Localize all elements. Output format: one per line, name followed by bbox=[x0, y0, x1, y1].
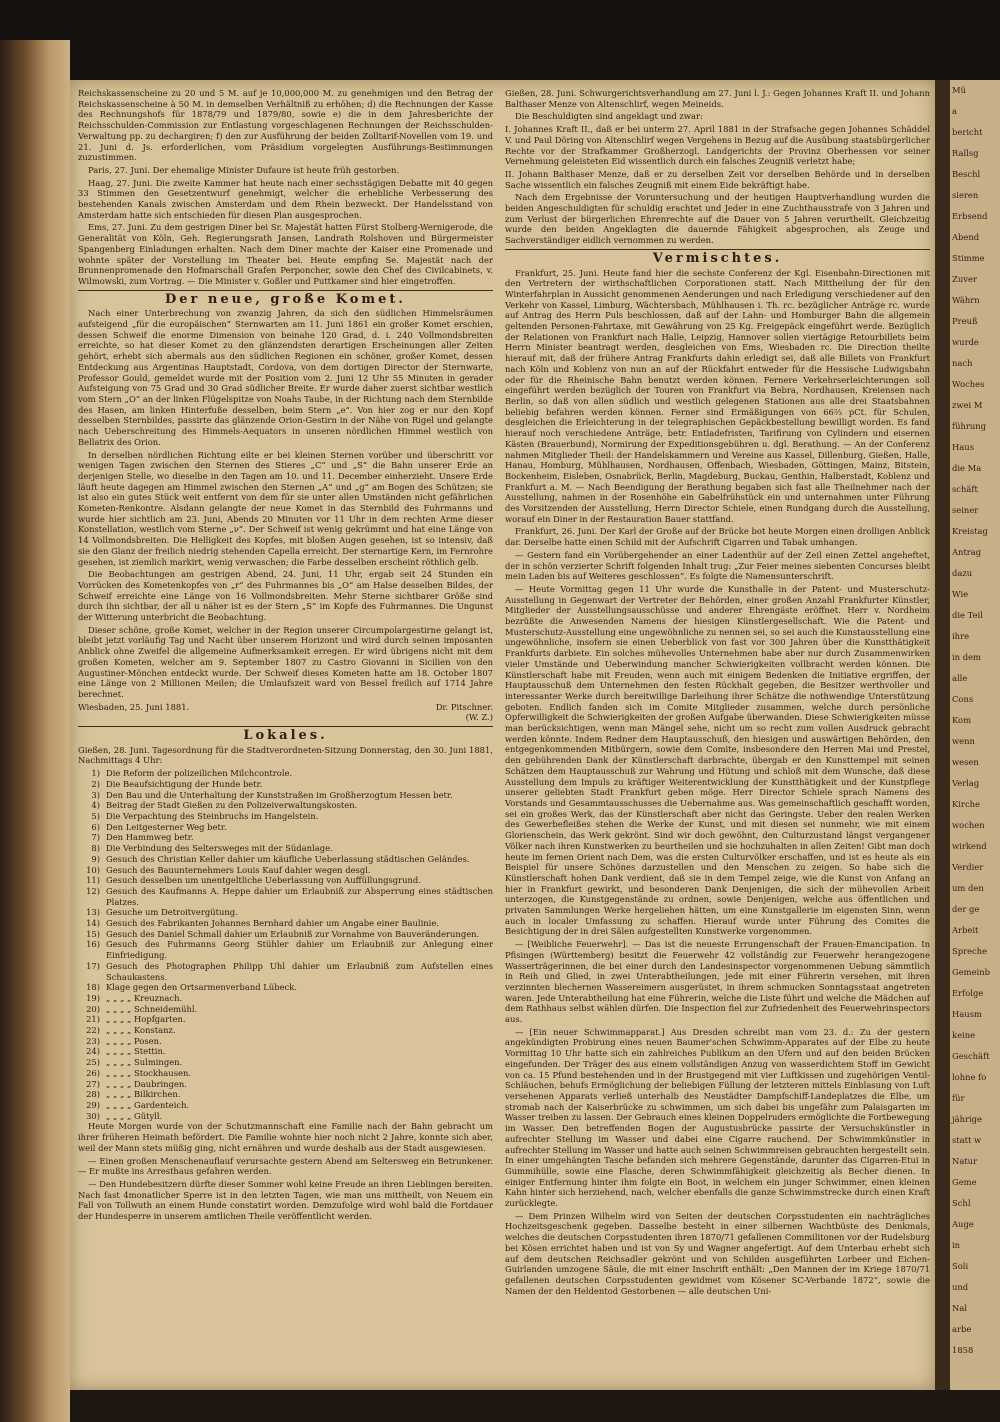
fragment-line: wesen bbox=[952, 757, 979, 767]
fragment-line: Spreche bbox=[952, 946, 988, 956]
agenda-text: Den Bau und die Unterhaltung der Kunststraßen im Großherzogtum Hessen betr. bbox=[106, 789, 453, 800]
trial-verdict: Nach dem Ergebnisse der Voruntersuchung und der heutigen Hauptverhandlung wurden die beiden Angeschuldigten für schuldig erachtet und Jeder in eine Zuchthausstrafe von 3 Jahren und zum Verlust der bürgerlichen Ehrenrechte auf die Dauer von 5 Jahren verurtheilt. Gleichzeitig wurde den beiden Angeklagten die dauernde Fähigkeit abgesprochen, als Zeuge und Sachverständiger eidlich vernommen zu werden. bbox=[505, 192, 930, 246]
fragment-line: wochen bbox=[952, 820, 985, 830]
agenda-text: „ „ „ „ Gardenteich. bbox=[106, 1099, 190, 1110]
news-paragraph: Haag, 27. Juni. Die zweite Kammer hat heute nach einer sechsstägigen Debatte mit 40 gegen 33 Stimmen den Gesetzentwurf genehmigt, welcher die erhebliche Verbesserung des bestehenden Kanals zwischen Amsterdam und dem Rhein bezweckt. Der Handelsstand von Amsterdam hatte sich entschieden für diesen Plan ausgesprochen. bbox=[78, 177, 493, 220]
agenda-item bbox=[78, 1089, 493, 1100]
news-paragraph: Paris, 27. Juni. Der ehemalige Minister Dufaure ist heute früh gestorben. bbox=[88, 164, 400, 175]
fragment-line: Nal bbox=[952, 1303, 967, 1313]
fragment-line: Kreistag bbox=[952, 526, 988, 536]
fragment-line: ihre bbox=[952, 631, 970, 641]
agenda-item bbox=[78, 1100, 493, 1111]
fragment-line: 1858 bbox=[952, 1345, 974, 1355]
comet-signature bbox=[78, 702, 493, 713]
fragment-line: wenn bbox=[952, 736, 975, 746]
scan-background-top bbox=[0, 0, 1000, 80]
agenda-item bbox=[78, 939, 493, 960]
agenda-number: 27) bbox=[86, 1078, 100, 1089]
fragment-line: Geme bbox=[952, 1177, 977, 1187]
trial-accusation-intro: Die Beschuldigten sind angeklagt und zwar: bbox=[515, 111, 703, 122]
agenda-text: Gesuch des Daniel Schmall dahier um Erlaubniß zur Vornahme von Bauveränderungen. bbox=[106, 928, 480, 939]
agenda-item bbox=[78, 790, 493, 801]
fragment-line: führung bbox=[952, 421, 987, 431]
agenda-item bbox=[78, 768, 493, 779]
agenda-number: 24) bbox=[86, 1046, 100, 1057]
fragment-line: lohne fo bbox=[952, 1072, 987, 1082]
agenda-item bbox=[78, 993, 493, 1004]
agenda-number: 9) bbox=[91, 853, 100, 864]
vermischtes-paragraph: — Heute Vormittag gegen 11 Uhr wurde die Kunsthalle in der Patent- und Musterschutz-Ausstellung in Gegenwart der Vertreter der Behörden, einer großen Anzahl Frankfurter Künstler, Mitglieder der Ausstellungsausschüsse und anderer Ehrengäste eröffnet. Herr v. Nordheim bezrüßte die Anwesenden Namens der hiesigen Künstlergesellschaft. Wie die Patent- und Musterschutz-Ausstellung eine ungewöhnliche zu nennen sei, so sei auch die Kunstausstellung eine ungewöhnliche, insofern sie einen Ueberblick von fast vor 300 Jahren über die Kunstthätigkeit Frankfurts darbiete. Ein solches mühevolles Unternehmen habe aber nur durch Zusammenwirken vieler Umstände und Ueberwindung mancher Schwierigkeiten vollbracht werden können. Die Künstlerschaft habe mit Freuden, wenn auch mit einigem Bedenken die Initiative ergriffen, der Hauptausschuß dem Unternehmen den festen Rückhalt gegeben, die Besitzer werthvoller und interessanter Werke durch bereitwillige Darleihung ihrer Schätze die nothwendige Unterstützung geboten. Endlich fanden sich im Comite Mitglieder zusammen, welche durch persönliche Opferwilligkeit die Schwierigkeiten der großen Aufgabe überwanden. Diese Schwierigkeiten müsse man berücksichtigen, wenn man Mängel sehe, nicht um so recht zum vollen Ausdruck gebracht werden könnte. Indem Redner dem Hauptausschuß, den hiesigen und auswärtigen Behörden, den entgegenkommenden Mitbürgern, sowie dem Comite, insbesondere den Herren Mai und Prestel, den gebührenden Dank der Künstlerschaft darbrachte, übergab er den Kunsttempel mit seinen Schätzen dem Hauptausschuß zur Wahrung und Hütung und schloß mit dem Wunsche, daß diese Ausstellung dem Impuls zu kräftiger Weiterentwicklung der Kunstthätigkeit und der Kunstpflege unserer geliebten Stadt Frankfurt geben möge. Herr Director Schiele sprach Namens des Vorstands und Gesammtausschusses die Uebernahme aus. Was gemeinschaftlich geschafft worden, sei ein großes Werk, das der Künstlerschaft aber nicht das Geringste. Ueber den realen Werken des Gewerbefleißes stehen die Werke der Kunst, und mit diesen sei nunmehr, wie mit einem Glorienschein, das Werk gekrönt. Sind wir doch gewöhnt, den Culturzustand längst vergangener Völker nach ihren Kunstwerken zu beurtheilen und sie hochzuhalten in allen Zeiten! Gibt man doch heute im fernen Orient nach Dem, was die ersten Culturvölker erschaffen, und ist es heute als ein Beispiel für unsere Schönes darzustellen und den Menschen zu zeigen. So habe sich die Künstlerschaft hohen Dank verdient, daß sie in dem Tempel zeige, wie die Kunst von Anfang an hier in Frankfurt gewirkt, und besonderen Dank Denjenigen, die sich der mühevollen Arbeit unterzogen, die Kunstgegenstände zu ordnen, sowie Denjenigen, welche aus öffentlichen und privaten Sammlungen Werke hergeliehen hätten, um eine Kunstgallerie im eigensten Sinn, wenn auch in localer Umfassung zu schaffen. Hierauf wurde unter Führung des Comites die Besichtigung der in drei Sälen aufgestellten Kunstwerke vorgenommen. bbox=[505, 583, 930, 937]
comet-date-line: Wiesbaden, 25. Juni 1881. bbox=[78, 701, 190, 712]
fragment-line: Cons bbox=[952, 694, 974, 704]
agenda-text: Die Verpachtung des Steinbruchs im Hangelstein. bbox=[106, 811, 319, 821]
fragment-line: Verdier bbox=[952, 862, 984, 872]
vermischtes-paragraph: Frankfurt, 26. Juni. Der Karl der Große auf der Brücke bot heute Morgen einen drolligen Anblick dar. Derselbe hatte einen Schild mit der Aufschrift Cigarren und Tabak umhangen. bbox=[505, 526, 930, 548]
fragment-line: Erfolge bbox=[952, 988, 984, 998]
news-paragraph: Ems, 27. Juni. Zu dem gestrigen Diner bei Sr. Majestät hatten Fürst Stolberg-Wernigerode, die Generalität von Köln, Geh. Regierungsrath Jansen, Landrath Rolshoven und Bürgermeister Spangenberg Einladungen erhalten. Nach dem Diner machte der Kaiser eine Promenade und wohnte später der Vorstellung im Theater bei. Heute empfing Se. Majestät nach der Brunnenpromenade den Hofmarschall Grafen Perponcher, sowie den Chef des Civilcabinets, v. Wilmowski, zum Vortrag. — Die Minister v. Goßler und Puttkamer sind hier eingetroffen. bbox=[78, 222, 493, 286]
trial-item: I. Johannes Kraft II., daß er bei unterm 27. April 1881 in der Strafsache gegen Johannes Schäddel V. und Paul Döring von Altenschlirf wegen Vergehens in Bezug auf die Ausübung staatsbürgerlicher Rechte vor der Strafkammer Großherzogl. Landgerichts der Provinz Oberhessen vor seiner Vernehmung geleisteten Eid wissentlich durch ein falsches Zeugniß verletzt habe; bbox=[505, 124, 930, 167]
lokales-paragraph: Heute Morgen wurde von der Schutzmannschaft eine Familie nach der Bahn gebracht um ihrer früheren Heimath befördert. Die Familie wohnte hier noch nicht 2 Jahre, konnte sich aber, weil der Mann stets müßig ging, nicht ernähren und wurde deshalb aus der Stadt ausgewiesen. bbox=[78, 1121, 493, 1153]
agenda-text: Den Hammweg betr. bbox=[106, 832, 194, 843]
agenda-text: „ „ „ „ Stockhausen. bbox=[106, 1067, 192, 1078]
column-rule bbox=[78, 290, 493, 291]
agenda-text: „ „ „ „ Sulmingen. bbox=[106, 1057, 183, 1068]
agenda-item bbox=[78, 1025, 493, 1036]
agenda-item bbox=[78, 1111, 493, 1122]
agenda-number: 8) bbox=[91, 843, 100, 854]
fragment-line: Gemeinb bbox=[952, 967, 990, 977]
fragment-line: Geschäft bbox=[952, 1051, 990, 1061]
fragment-line: keine bbox=[952, 1030, 976, 1040]
right-column bbox=[505, 88, 930, 1298]
fragment-line: Preuß bbox=[952, 316, 978, 326]
fragment-line: dazu bbox=[952, 568, 973, 578]
fragment-line: Verlag bbox=[952, 778, 980, 788]
agenda-number: 22) bbox=[86, 1025, 100, 1036]
fragment-line: Mü bbox=[952, 85, 966, 95]
fragment-line: Erbsend bbox=[952, 211, 988, 221]
agenda-text: „ „ „ „ Bilkirchen. bbox=[106, 1089, 181, 1100]
agenda-text: „ „ „ „ Schneidemühl. bbox=[106, 1003, 198, 1014]
agenda-text: Den Leitgesterner Weg betr. bbox=[106, 821, 227, 832]
agenda-item bbox=[78, 907, 493, 918]
agenda-text: Gesuch des Fabrikanten Johannes Bernhard dahier um Angabe einer Baulinie. bbox=[106, 918, 439, 929]
agenda-number: 30) bbox=[86, 1110, 100, 1121]
agenda-number: 4) bbox=[91, 800, 100, 811]
fragment-line: zwei M bbox=[952, 400, 983, 410]
agenda-text: Gesuch des Kaufmanns A. Heppe dahier um Erlaubniß zur Absperrung eines städtischen Platzes. bbox=[106, 885, 493, 907]
lokales-closing bbox=[78, 1121, 493, 1221]
fragment-line: Rallsg bbox=[952, 148, 979, 158]
agenda-number: 7) bbox=[91, 832, 100, 843]
agenda-item bbox=[78, 982, 493, 993]
agenda-text: Gesuch des Christian Keller dahier um käufliche Ueberlassung städtischen Geländes. bbox=[106, 853, 470, 864]
fragment-line: Arbeit bbox=[952, 925, 979, 935]
agenda-number: 6) bbox=[91, 821, 100, 832]
agenda-number: 3) bbox=[91, 789, 100, 800]
agenda-number: 26) bbox=[86, 1067, 100, 1078]
comet-paragraph: Dieser schöne, große Komet, welcher in der Region unserer Circumpolargestirne gelangt ist, bleibt jetzt vorläufig Tag und Nacht über unserem Horizont und wird durch seinen imposanten Anblick ohne Zweifel die allgemeine Aufmerksamkeit erregen. Er wird übrigens nicht mit dem großen Kometen, welcher am 9. September 1807 zu Castro Giovanni in Sicilien von den Augustiner-Mönchen entdeckt wurde. Der Schweif dieses Kometen hatte am 18. October 1807 eine Länge von 2 Millionen Meilen; die Umlaufszeit ward von Bessel freilich auf 1714 Jahre berechnet. bbox=[78, 624, 493, 699]
fragment-line: in dem bbox=[952, 652, 981, 662]
comet-author-note: (W. Z.) bbox=[465, 712, 493, 723]
trial-items bbox=[505, 124, 930, 190]
fragment-line: wirkend bbox=[952, 841, 987, 851]
fragment-line: Woches bbox=[952, 379, 985, 389]
fragment-line: Beschl bbox=[952, 169, 981, 179]
agenda-item bbox=[78, 929, 493, 940]
agenda-text: „ „ „ „ Daubringen. bbox=[106, 1078, 187, 1089]
agenda-number: 14) bbox=[86, 918, 100, 929]
fragment-line: die Ma bbox=[952, 463, 982, 473]
fragment-line: Stimme bbox=[952, 253, 985, 263]
agenda-number: 18) bbox=[86, 982, 100, 993]
agenda-item bbox=[78, 1004, 493, 1015]
agenda-text: Gesuch desselben um unentgeltliche Ueberlassung von Auffüllungsgrund. bbox=[106, 875, 421, 886]
fragment-line: wurde bbox=[952, 337, 979, 347]
news-paragraph: Reichskassenscheine zu 20 und 5 M. auf je 10,000,000 M. zu genehmigen und den Betrag der Reichskassenscheine à 50 M. in demselben Verhältniß zu erhöhen; d) die Rechnungen der Kasse des Rechnungshofs für 1878/79 und 1879/80, sowie e) die in dem Jahresberichte der Reichsschulden-Commission zur Entlastung vorgeschlagenen Rechnungen der Reichsschulden-Verwaltung pp. zu dechargiren; f) den zur Ausführung der beiden Zolltarif-Novellen vom 19. und 21. Juni d. Js. erforderlichen, vom Präsidium vorgelegten Ausführungs-Bestimmungen zuzustimmen. bbox=[78, 88, 493, 163]
fragment-line: Kirche bbox=[952, 799, 980, 809]
agenda-text: „ „ „ „ Konstanz. bbox=[106, 1025, 176, 1036]
agenda-text: Klage gegen den Ortsarmenverband Lübeck. bbox=[106, 982, 297, 993]
agenda-number: 10) bbox=[86, 864, 100, 875]
agenda-item bbox=[78, 811, 493, 822]
agenda-item bbox=[78, 1014, 493, 1025]
agenda-number: 17) bbox=[86, 960, 100, 971]
agenda-text: Die Beaufsichtigung der Hunde betr. bbox=[106, 778, 263, 789]
agenda-number: 23) bbox=[86, 1035, 100, 1046]
agenda-item bbox=[78, 886, 493, 907]
lokales-heading: Lokales. bbox=[243, 728, 328, 744]
agenda-item bbox=[78, 865, 493, 876]
fragment-line: arbe bbox=[952, 1324, 972, 1334]
fragment-line: Währn bbox=[952, 295, 980, 305]
vermischtes-article bbox=[505, 268, 930, 1297]
agenda-item bbox=[78, 800, 493, 811]
fragment-line: Abend bbox=[952, 232, 980, 242]
page-gutter bbox=[935, 80, 950, 1390]
agenda-text: Gesuche um Detroitvergütung. bbox=[106, 907, 238, 918]
agenda-item bbox=[78, 1068, 493, 1079]
agenda-item bbox=[78, 1046, 493, 1057]
agenda-number: 25) bbox=[86, 1057, 100, 1068]
fragment-line: der ge bbox=[952, 904, 980, 914]
book-spine-edge bbox=[0, 40, 70, 1422]
comet-author: Dr. Pitschner. bbox=[435, 701, 493, 712]
fragment-line: für bbox=[952, 1093, 965, 1103]
agenda-text: Die Verbindung des Seltersweges mit der Südanlage. bbox=[106, 843, 333, 854]
agenda-text: Gesuch des Bauunternehmers Louis Kauf dahier wegen desgl. bbox=[106, 864, 371, 875]
agenda-number: 28) bbox=[86, 1089, 100, 1100]
agenda-text: „ „ „ „ Posen. bbox=[106, 1035, 162, 1046]
fragment-line: Schl bbox=[952, 1198, 971, 1208]
vermischtes-paragraph: — Dem Prinzen Wilhelm wird von Seiten der deutschen Corpsstudenten ein nachträgliches Hochzeitsgeschenk gegeben. Dasselbe besteht in einer silbernen Wachtbüste des Denkmals, welches die deutschen Corpsstudenten ihren 1870/71 gefallenen Commilitonen vor der Rudelsburg bei Kösen errichtet haben und ist von Sy und Wagner angefertigt. Auf dem Unterbau erhebt sich auf dem deutschen Reichsadler gekrönt und von Schilden ausgeführten Lorbeer und Eichen-Guirlanden umzogene Säule, die mit einer Inschrift enthält: „Den Mannen der im Kriege 1870/71 gefallenen deutschen Corpsstudenten gewidmet vom Kösener SC-Verbande 1872“, sowie die Namen der den Heldentod Gestorbenen — alle deutschen Uni- bbox=[505, 1210, 930, 1296]
agenda-item bbox=[78, 1079, 493, 1090]
intro-block bbox=[78, 88, 493, 287]
fragment-line: in bbox=[952, 1240, 961, 1250]
agenda-number: 12) bbox=[86, 885, 100, 896]
agenda-text: „ „ „ „ Hopfgarten. bbox=[106, 1014, 186, 1025]
agenda-number: 13) bbox=[86, 907, 100, 918]
vermischtes-paragraph: — [Ein neuer Schwimmapparat.] Aus Dresden schreibt man vom 23. d.: Zu der gestern angekündigten Probirung eines neuen Baumer'schen Schwimm-Apparates auf der Elbe zu heute Vormittag 10 Uhr hatte sich ein zahlreiches Publikum an den Ufern und auf den beiden Brücken eingefunden. Der Träger des aus einem vollständigen Anzug von wasserdichtem Stoff im Gewicht von ca. 15 Pfund bestehenden und in der Brustgegend mit vier Luftkissen und zugehörigen Ventil-Schläuchen, behufs Ermöglichung der beliebigen Füllung der letzteren mittels Einblasung von Luft versehenen Apparats verließ unterhalb des Neustädter Dampfschiff-Landeplatzes die Elbe, um stromab nach der Kaiserbrücke zu schwimmen, um sich dabei bis ungefähr zum Palaisgarten im Wasser treiben zu lassen. Der Gebrauch eines kleinen Doppelruders ermöglichte die Fortbewegung im Wasser. Den betreffenden Bogen der Augustusbrücke passirte der Versuchskünstler in aufrechter Stellung im Wasser und dabei eine Cigarre rauchend. Der Schwimmkünstler in aufrechter Stellung im Wasser und hatte auch seinen Schwimmreisen gebrauchten hergestellt sein. In einer umgehängten Tasche befanden sich mehrere Gegenstände, darunter das Cigarren-Etui in Gummihülle, sowie eine Flasche, deren Schwimmfähigkeit gleichzeitig als Becher dienen. In einiger Entfernung hinter ihm folgte ein Boot, in welchem ein junger Schwimmer, einen kleinen Kahn hinter sich herziehend, nach, welcher ebenfalls die ganze Schwimmstrecke durch einen Kraft zurücklegte. bbox=[505, 1026, 930, 1209]
fragment-line: bericht bbox=[952, 127, 983, 137]
fragment-line: Auge bbox=[952, 1219, 974, 1229]
comet-article bbox=[78, 308, 493, 699]
fragment-line: Kom bbox=[952, 715, 972, 725]
agenda-number: 19) bbox=[86, 992, 100, 1003]
vermischtes-paragraph: — [Weibliche Feuerwehr]. — Das ist die neueste Errungenschaft der Frauen-Emancipation. In Pfisingen (Württemberg) besitzt die Feuerwehr 42 vollständig zur Feuerwehr herangezogene Wasserträgerinnen, die bei einer durch den Landesinspector vorgenommenen Uebung sämmtlich in Reih und Glied, in zwei Unterabtheilungen, jede mit einer Führerin versehen, mit ihren verzinnten blechernen Wassereimern ausgerüstet, in ihrem schmucken Sonntagsstaat angetreten waren. Jede Unterabtheilung hat eine Führerin, welche die Liste führt und welche die Mädchen auf dem Rathhaus selbst wählen dürfen. Die Inspection fiel zur Zufriedenheit des Feuerwehrinspectors aus. bbox=[505, 939, 930, 1025]
fragment-line: a bbox=[952, 106, 957, 116]
agenda-text: „ „ „ „ Gütyll. bbox=[106, 1110, 163, 1121]
fragment-line: um den bbox=[952, 883, 984, 893]
agenda-text: „ „ „ „ Stettin. bbox=[106, 1046, 166, 1057]
fragment-line: Haus bbox=[952, 442, 974, 452]
agenda-text: Beitrag der Stadt Gießen zu den Polizeiverwaltungskosten. bbox=[106, 800, 358, 811]
lokales-intro: Gießen, 28. Juni. Tagesordnung für die Stadtverordneten-Sitzung Donnerstag, den 30. Juni 1881, Nachmittags 4 Uhr: bbox=[78, 744, 493, 766]
vermischtes-paragraph: Frankfurt, 25. Juni. Heute fand hier die sechste Conferenz der Kgl. Eisenbahn-Directionen mit den Vertretern der wirthschaftlichen Corporationen statt. Nach Mittheilung der für den Winterfahrplan in Aussicht genommenen Aenderungen und nach Erledigung verschiedener auf den Verkehr von Kassel, Limburg, Wächtersbach, Mühlhausen i. Th. rc. bezüglicher Anträge rc. wurde auf Antrag des Herrn Puls beschlossen, daß auf der Lahn- und Homburger Bahn die allgemein geltenden Personen-Fahrtaxe, mit Gewährung von 25 Kg. Freigepäck eingeführt werde. Bezüglich der Relationen von Frankfurt nach Halle, Leipzig, Hannover sollen viertägige Retourbillets beim Herrn Minister beantragt werden, desgleichen von Ems, Wiesbaden rc. Die Direction theilte hierauf mit, daß der frühere Antrag Frankfurts dahin erledigt sei, daß alle Billets von Frankfurt nach Köln und Koblenz von nun an auf der Rückfahrt entweder für die Hessische Ludwigsbahn oder für die Rheinische Bahn benutzt werden können. Fernere Verkehrserleichterungen soll eingeführt werden bezüglich der Touren von Frankfurt via Bebra, Nordhausen, Kreiensen nach Berlin, so daß von allen südlich und westlich gelegenen Stationen aus alle drei Staatsbahnen beliebig befahren werden können. Ferner sind Ermäßigungen von 66⅔ pCt. für Schulen, desgleichen die Erleichterung in der telegraphischen Gepäckbestellung bewilligt worden. Es fand hierauf noch verschiedene Anträge, betr. Entladefristen, Tarifirung von Cylindern und eisernen Kästen (Brauerbund), Normirung der Expeditionsgebühren u. dgl. Berathung. — An der Conferenz nahmen Mitglieder Theil: der Handelskammern und Vereine aus Kassel, Dillenburg, Gießen, Halle, Hanau, Homburg, Mühlhausen, Nordhausen, Offenbach, Wiesbaden, Göttingen, Mainz, Bitstein, Bockenheim, Eisleben, Osnabrück, Berlin, Magdeburg, Buckau, Genthin, Halberstadt, Koblenz und Frankfurt a. M. — Nach Beendigung der Berathung begaben sich fast alle Theilnehmer nach der Ausstellung, nahmen in der Rosenhöhe ein Gabelfrühstück ein und unternahmen unter Führung des Vorsitzenden der Ausstellung, Herrn Director Schiele, einen Rundgang durch die Ausstellung, worauf ein Diner in der Restauration Bauer stattfand. bbox=[505, 267, 930, 524]
fragment-line: alle bbox=[952, 673, 968, 683]
fragment-line: Wie bbox=[952, 589, 969, 599]
fragment-line: die Teil bbox=[952, 610, 983, 620]
next-page-fragments bbox=[950, 80, 1000, 1361]
agenda-text: Die Reform der polizeilichen Milchcontrole. bbox=[106, 768, 293, 779]
column-rule bbox=[505, 249, 930, 250]
agenda-item bbox=[78, 822, 493, 833]
fragment-line: Natur bbox=[952, 1156, 978, 1166]
agenda-item bbox=[78, 854, 493, 865]
agenda-item bbox=[78, 961, 493, 982]
comet-paragraph: Die Beobachtungen am gestrigen Abend, 24. Juni, 11 Uhr, ergab seit 24 Stunden ein Vorrücken des Kometenkopfes von „r“ des Fuhrmannes bis „O“ am Halse desselben Bildes, der Schweif erreichte eine Länge von 16 Vollmondsbreiten. Mehr Sterne sichtbarer Größe sind durch ihn sichtbar, der all u näher ist es der Stern „S“ im Kopfe des Fuhrmannes. Die Ungunst der Witterung unterbricht die Beobachtung. bbox=[78, 569, 493, 623]
agenda-text: Gesuch des Fuhrmanns Georg Stühler dahier um Erlaubniß zur Anlegung einer Einfriedigung. bbox=[106, 939, 493, 961]
fragment-line: statt w bbox=[952, 1135, 982, 1145]
agenda-number: 2) bbox=[91, 778, 100, 789]
agenda-item bbox=[78, 779, 493, 790]
left-column bbox=[78, 88, 493, 1224]
agenda-number: 1) bbox=[91, 768, 100, 779]
agenda-item bbox=[78, 1036, 493, 1047]
fragment-line: sieren bbox=[952, 190, 979, 200]
lokales-paragraph: — Den Hundebesitzern dürfte dieser Sommer wohl keine Freude an ihren Lieblingen bereiten. Nach fast 4monatlicher Sperre ist in den letzten Tagen, wie man uns mittheilt, von Neuem ein Fall von Tollwuth an einem Hunde constatirt worden. Demzufolge wird wohl bald die Fortdauer der Hundesperre in unserem amtlichen Theile veröffentlicht werden. bbox=[78, 1178, 493, 1222]
next-page-edge bbox=[950, 80, 1000, 1390]
fragment-line: jährige bbox=[952, 1114, 982, 1124]
agenda-number: 20) bbox=[86, 1003, 100, 1014]
fragment-line: und bbox=[952, 1282, 969, 1292]
agenda-number: 21) bbox=[86, 1014, 100, 1025]
trial-header: Gießen, 28. Juni. Schwurgerichtsverhandlung am 27. Juni l. J.: Gegen Johannes Kraft II. und Johann Balthaser Menze von Altenschlirf, wegen Meineids. bbox=[505, 88, 930, 109]
fragment-line: schäft bbox=[952, 484, 978, 494]
fragment-line: seiner bbox=[952, 505, 979, 515]
comet-paragraph: Nach einer Unterbrechung von zwanzig Jahren, da sich den südlichen Himmelsräumen aufsteigend „für die europäischen“ Sternwarten am 11. Juni 1861 ein großer Komet erschien, dessen Schweif die enorme Dimension von beinahe 120 Grad, d. i. 240 Vollmondsbreiten erreichte, so hat dieser Komet zu den glänzendsten derartigen Erscheinungen aller Zeiten gehört, erhebt sich abermals aus den südlichen Regionen ein schöner, großer Komet, dessen Entdeckung aus Argentinas Hauptstadt, Cordova, von dem dortigen Director der Sternwarte, Professor Gould, gemeldet wurde mit der Position vom 2. Juni 12 Uhr 55 Minuten in gerader Aufsteigung von 75 Grad und 30 Grad südlicher Breite. Er wurde daher zuerst sichtbar westlich vom Stern „O“ an der linken Flügelspitze von Noahs Taube, in der Richtung nach dem Sternbilde des Hasen, am linken Hinterfuße desselben, beim Stern „e“. Von hier zog er nur den Kopf desselben Sternbildes, passirte das glänzende Orion-Gestirn in der Nähe von Rigel und gelangte nach Ueberschreitung des Himmels-Aequators in unseren nördlichen Himmel westlich von Bellatrix des Orion. bbox=[78, 308, 493, 447]
agenda-item bbox=[78, 918, 493, 929]
fragment-line: Zuver bbox=[952, 274, 977, 284]
vermischtes-paragraph: — Gestern fand ein Vorübergehender an einer Ladenthür auf der Zeil einen Zettel angeheftet, der in schön verzierter Schrift folgenden Inhalt trug: „Zur Feier meines siebenten Concurses bleibt mein Laden bis auf Weiteres geschlossen“. Es folgte die Namensunterschrift. bbox=[505, 549, 930, 582]
agenda-number: 15) bbox=[86, 928, 100, 939]
fragment-line: Antrag bbox=[952, 547, 982, 557]
agenda-number: 16) bbox=[86, 939, 100, 950]
fragment-line: nach bbox=[952, 358, 973, 368]
trial-item: II. Johann Balthaser Menze, daß er zu derselben Zeit vor derselben Behörde und in derselben Sache wissentlich ein falsches Zeugniß mit einem Eide bekräftigt habe. bbox=[505, 168, 930, 190]
fragment-line: Soli bbox=[952, 1261, 969, 1271]
agenda-item bbox=[78, 843, 493, 854]
vermischtes-heading: Vermischtes. bbox=[652, 250, 783, 266]
agenda-number: 29) bbox=[86, 1099, 100, 1110]
agenda-item bbox=[78, 832, 493, 843]
agenda-text: Gesuch des Photographen Philipp Uhl dahier um Erlaubniß zum Aufstellen eines Schaukastens. bbox=[106, 960, 493, 982]
comet-heading: Der neue, große Komet. bbox=[165, 291, 406, 307]
agenda-number: 5) bbox=[91, 811, 100, 821]
lokales-paragraph: — Einen großen Menschenauflauf verursachte gestern Abend am Seltersweg ein Betrunkener. — Er mußte ins Arresthaus gefahren werden. bbox=[78, 1155, 493, 1177]
agenda-number: 11) bbox=[86, 875, 100, 886]
column-rule bbox=[78, 726, 493, 727]
fragment-line: Hausm bbox=[952, 1009, 982, 1019]
agenda-list bbox=[78, 768, 493, 1121]
agenda-item bbox=[78, 1057, 493, 1068]
agenda-item bbox=[78, 875, 493, 886]
comet-paragraph: In derselben nördlichen Richtung eilte er bei kleinen Sternen vorüber und überschritt vor wenigen Tagen zwischen den Sternen des Stieres „C“ und „S“ die Bahn unserer Erde an derjenigen Stelle, wo dieselbe in den Tagen am 10. und 11. December einherzieht. Unsere Erde läuft heute dagegen am Himmel zwischen den Sternen „A“ und „g“ am Bogen des Schützen; sie ist also ein gutes Stück weit entfernt von dem für sie unter allen Umständen nicht gefährlichen Kometen-Renkontre. Alsdann gelangte der neue Komet in das Sternbild des Fuhrmanns und wurde hier sichtlich am 23. Juni, Abends 20 Minuten vor 11 Uhr in dem rechten Arme dieser Konstellation, westlich vom Sterne „ν“. Der Schweif ist wenig gekrümmt und hat eine Länge von 14 Vollmondsbreiten. Die Helligkeit des Kopfes, mit bloßen Augen gesehen, ist so intensiv, daß sie den Glanz der freilich niedrig stehenden Capella erreicht. Der sternartige Kern, im Fernrohre gesehen, ist ziemlich markirt, wenig verwaschen; die Farbe desselben erscheint röthlich gelb. bbox=[78, 449, 493, 567]
agenda-text: „ „ „ „ Kreuznach. bbox=[106, 992, 183, 1003]
